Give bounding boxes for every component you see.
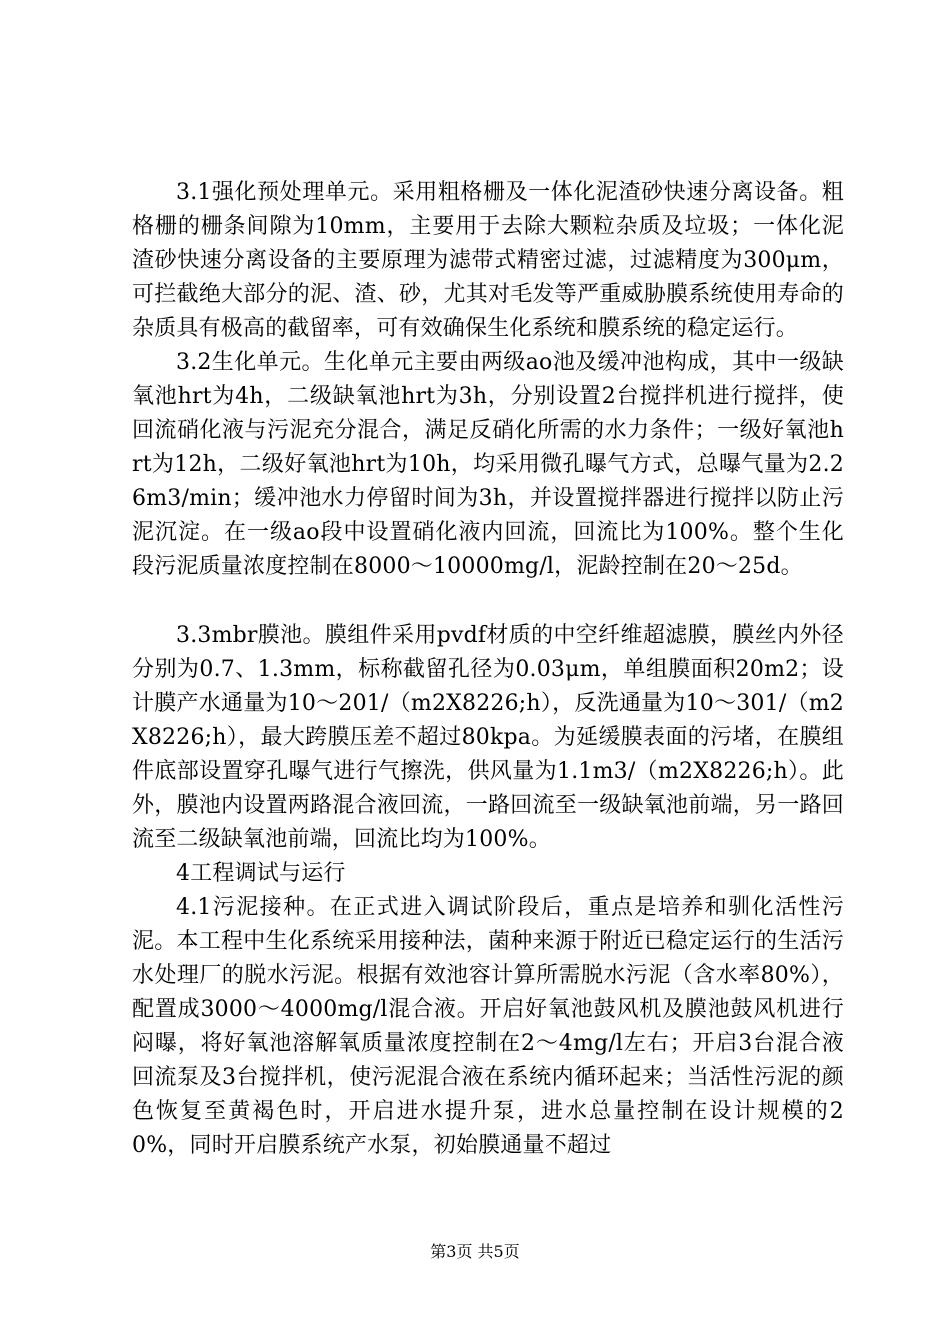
paragraph-3-3-mbr: 3.3mbr膜池。膜组件采用pvdf材质的中空纤维超滤膜，膜丝内外径分别为0.7、1.3mm，标称截留孔径为0.03μm，单组膜面积20m2；设计膜产水通量为10～201/（m2X8226;h），反洗通量为10～301/（m2X8226;h），最大跨膜压差不超过80kpa。为延缓膜表面的污堵，在膜组件底部设置穿孔曝气进行气擦洗，供风量为1.1m3/（m2X8226;h）。此外，膜池内设置两路混合液回流，一路回流至一级缺氧池前端，另一路回流至二级缺氧池前端，回流比均为100%。 — [132, 623, 844, 852]
paragraph-4-1-sludge-seeding: 4.1污泥接种。在正式进入调试阶段后，重点是培养和驯化活性污泥。本工程中生化系统采用接种法，菌种来源于附近已稳定运行的生活污水处理厂的脱水污泥。根据有效池容计算所需脱水污泥（含水率80%），配置成3000～4000mg/l混合液。开启好氧池鼓风机及膜池鼓风机进行闷曝，将好氧池溶解氧质量浓度控制在2～4mg/l左右；开启3台混合液回流泵及3台搅拌机，使污泥混合液在系统内循环起来；当活性污泥的颜色恢复至黄褐色时，开启进水提升泵，进水总量控制在设计规模的20%，同时开启膜系统产水泵，初始膜通量不超过 — [132, 895, 844, 1158]
page-number-footer: 第3页 共5页 — [430, 1242, 520, 1261]
paragraph-3-2-biochemical: 3.2生化单元。生化单元主要由两级ao池及缓冲池构成，其中一级缺氧池hrt为4h，二级缺氧池hrt为3h，分别设置2台搅拌机进行搅拌，使回流硝化液与污泥充分混合，满足反硝化所需的水力条件；一级好氧池hrt为12h，二级好氧池hrt为10h，均采用微孔曝气方式，总曝气量为2.26m3/min；缓冲池水力停留时间为3h，并设置搅拌器进行搅拌以防止污泥沉淀。在一级ao段中设置硝化液内回流，回流比为100%。整个生化段污泥质量浓度控制在8000～10000mg/l，泥龄控制在20～25d。 — [132, 350, 844, 579]
document-body — [132, 176, 844, 1163]
paragraph-3-1-pretreatment: 3.1强化预处理单元。采用粗格栅及一体化泥渣砂快速分离设备。粗格栅的栅条间隙为10mm，主要用于去除大颗粒杂质及垃圾；一体化泥渣砂快速分离设备的主要原理为滤带式精密过滤，过滤精度为300μm，可拦截绝大部分的泥、渣、砂，尤其对毛发等严重威胁膜系统使用寿命的杂质具有极高的截留率，可有效确保生化系统和膜系统的稳定运行。 — [132, 180, 844, 341]
section-heading-4: 4工程调试与运行 — [176, 861, 346, 886]
